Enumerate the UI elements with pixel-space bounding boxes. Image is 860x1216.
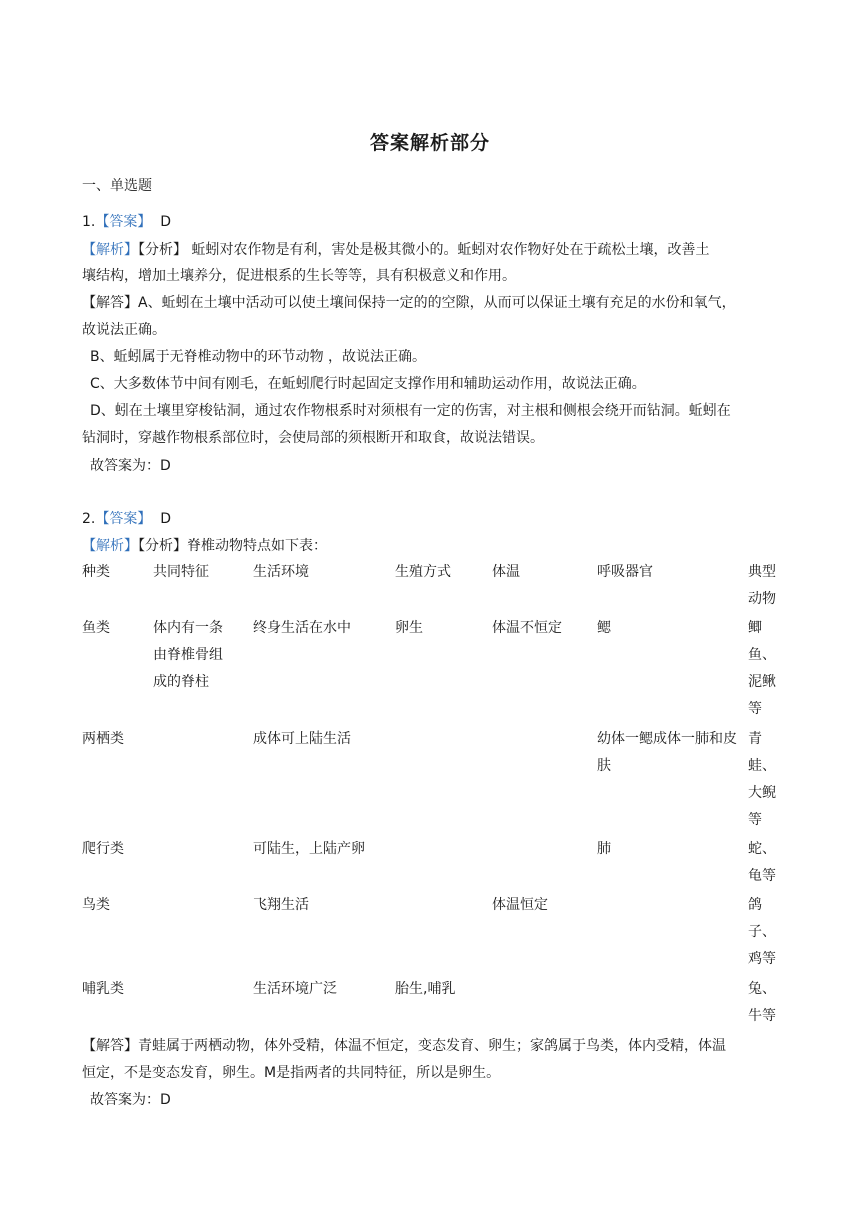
table-cell: 爬行类 — [82, 841, 124, 857]
q2-solution-line-1: 【解答】青蛙属于两栖动物，体外受精，体温不恒定，变态发育、卵生；家鸽属于鸟类，体内受精，体温 — [82, 1038, 726, 1054]
table-cell: 鸽子、鸡等 — [748, 897, 776, 967]
table-cell: 飞翔生活 — [253, 897, 309, 913]
q1-answer-tag: 【答案】 — [95, 214, 152, 230]
table-header-cell: 典型动物 — [748, 564, 776, 607]
table-cell: 鸟类 — [82, 897, 110, 913]
page-title: 答案解析部分 — [369, 132, 490, 154]
q2-answer-tag: 【答案】 — [95, 511, 152, 527]
table-cell: 鲫鱼、泥鳅等 — [748, 620, 776, 717]
q2-answer: D — [160, 511, 172, 527]
table-header-cell: 种类 — [82, 564, 110, 580]
table-cell: 哺乳类 — [82, 981, 124, 997]
q1-analysis-tag: 【解析】 — [82, 242, 138, 258]
section-heading: 一、单选题 — [82, 178, 152, 194]
q2-analysis-text: 【分析】脊椎动物特点如下表： — [138, 538, 327, 554]
table-cell: 体内有一条由脊椎骨组成的脊柱 — [153, 620, 223, 690]
table-cell: 兔、牛等 — [748, 981, 776, 1024]
table-cell: 体温不恒定 — [492, 620, 562, 636]
table-cell: 卵生 — [395, 620, 423, 636]
q1-analysis-label: 【分析】 — [138, 242, 187, 258]
table-cell: 胎生,哺乳 — [395, 981, 456, 997]
table-cell: 终身生活在水中 — [253, 620, 351, 636]
q2-analysis-tag: 【解析】 — [82, 538, 138, 554]
table-cell: 幼体一鳃成体一肺和皮肤 — [597, 731, 737, 774]
q1-answer-line — [82, 212, 171, 232]
table-cell: 肺 — [597, 841, 611, 857]
q2-solution-line-2: 恒定，不是变态发育，卵生。M是指两者的共同特征，所以是卵生。 — [82, 1065, 501, 1081]
table-cell: 体温恒定 — [492, 897, 548, 913]
q1-analysis-text-1: 蚯蚓对农作物是有利，害处是极其微小的。蚯蚓对农作物好处在于疏松土壤，改善土 — [187, 242, 710, 258]
table-cell: 两栖类 — [82, 731, 124, 747]
q1-number: 1. — [82, 214, 96, 230]
table-header-cell: 共同特征 — [153, 564, 209, 580]
q1-option-b: B、蚯蚓属于无脊椎动物中的环节动物 ，故说法正确。 — [90, 349, 427, 365]
q1-option-d-line-2: 钻洞时，穿越作物根系部位时，会使局部的须根断开和取食，故说法错误。 — [82, 430, 544, 446]
q1-final-answer: 故答案为：D — [90, 458, 171, 474]
q1-analysis-line-2: 壤结构，增加土壤养分，促进根系的生长等等，具有积极意义和作用。 — [82, 268, 516, 284]
table-header-cell: 生活环境 — [253, 564, 309, 580]
q1-solution-line-1: 【解答】A、蚯蚓在土壤中活动可以使土壤间保持一定的的空隙，从而可以保证土壤有充足的水份和氧气， — [82, 295, 736, 311]
q1-analysis-line-1 — [82, 240, 709, 260]
table-header-cell: 呼吸器官 — [597, 564, 653, 580]
q1-option-c: C、大多数体节中间有刚毛，在蚯蚓爬行时起固定支撑作用和辅助运动作用，故说法正确。 — [90, 376, 646, 392]
table-cell: 成体可上陆生活 — [253, 731, 351, 747]
q2-final-answer: 故答案为：D — [90, 1092, 171, 1108]
table-header-cell: 体温 — [492, 564, 520, 580]
table-header-cell: 生殖方式 — [395, 564, 451, 580]
q1-solution-line-2: 故说法正确。 — [82, 322, 166, 338]
table-cell: 蛇、龟等 — [748, 841, 776, 884]
q1-answer: D — [160, 214, 172, 230]
table-cell: 鳃 — [597, 620, 611, 636]
table-cell: 生活环境广泛 — [253, 981, 337, 997]
q1-option-d-line-1: D、蚓在土壤里穿梭钻洞，通过农作物根系时对须根有一定的伤害，对主根和侧根会绕开而钻洞。蚯蚓在 — [90, 403, 731, 419]
table-cell: 青蛙、大鲵等 — [748, 731, 776, 828]
q2-analysis-line — [82, 536, 327, 556]
q2-answer-line — [82, 509, 171, 529]
table-cell: 可陆生，上陆产卵 — [253, 841, 365, 857]
q2-number: 2. — [82, 511, 96, 527]
table-cell: 鱼类 — [82, 620, 110, 636]
